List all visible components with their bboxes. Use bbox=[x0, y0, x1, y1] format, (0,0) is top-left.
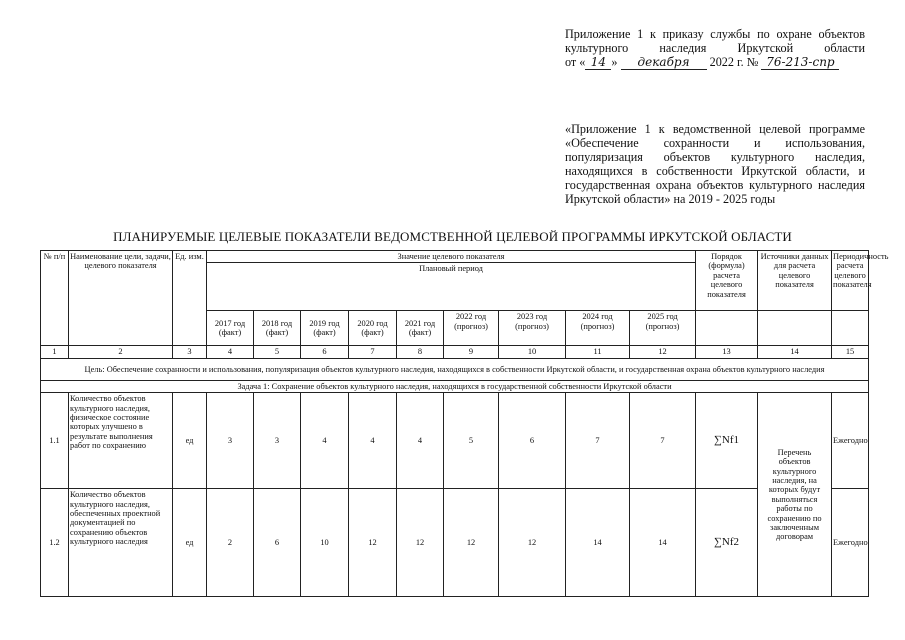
header-period: Плановый период bbox=[207, 263, 696, 311]
header-year: 2019 год (факт) bbox=[301, 311, 349, 346]
goal-row bbox=[41, 358, 869, 380]
col-number: 10 bbox=[499, 346, 566, 358]
date-day-handwritten: 14 bbox=[585, 55, 611, 70]
row-value: 7 bbox=[566, 393, 630, 489]
row-name: Количество объектов культурного наследия, обеспеченных проектной документацией по сохранению объектов культурного наследия bbox=[69, 489, 173, 597]
col-number: 4 bbox=[207, 346, 254, 358]
row-value: 6 bbox=[499, 393, 566, 489]
order-appendix-header bbox=[565, 27, 865, 70]
row-value: 7 bbox=[630, 393, 696, 489]
row-value: 5 bbox=[444, 393, 499, 489]
header-unit: Ед. изм. bbox=[173, 251, 207, 346]
header-year: 2020 год (факт) bbox=[349, 311, 397, 346]
appendix-word: наследия bbox=[659, 41, 707, 55]
row-value: 3 bbox=[254, 393, 301, 489]
header-year: 2018 год (факт) bbox=[254, 311, 301, 346]
row-value: 3 bbox=[207, 393, 254, 489]
task-row bbox=[41, 380, 869, 392]
row-value: 2 bbox=[207, 489, 254, 597]
table-row bbox=[41, 393, 869, 489]
appendix-date-line bbox=[565, 55, 865, 70]
header-year: 2025 год (прогноз) bbox=[630, 311, 696, 346]
header-year: 2017 год (факт) bbox=[207, 311, 254, 346]
row-value: 12 bbox=[444, 489, 499, 597]
row-formula: ∑Nf2 bbox=[696, 489, 758, 597]
row-value: 12 bbox=[397, 489, 444, 597]
row-unit: ед bbox=[173, 393, 207, 489]
col-number: 5 bbox=[254, 346, 301, 358]
col-number: 15 bbox=[832, 346, 869, 358]
table-header-row bbox=[41, 251, 869, 263]
header-empty bbox=[696, 311, 758, 346]
date-mid: » bbox=[611, 55, 618, 69]
col-number: 2 bbox=[69, 346, 173, 358]
row-value: 12 bbox=[349, 489, 397, 597]
indicators-table bbox=[40, 250, 889, 597]
row-source: Перечень объектов культурного наследия, на которых будут выполняться работы по сохранению по заключенным договорам bbox=[758, 393, 832, 597]
row-periodicity: Ежегодно bbox=[832, 393, 869, 489]
row-value: 6 bbox=[254, 489, 301, 597]
header-empty bbox=[832, 311, 869, 346]
doc-number-handwritten: 76-213-спр bbox=[761, 55, 839, 70]
program-appendix-text: «Приложение 1 к ведомственной целевой программе «Обеспечение сохранности и использования, популяризация объектов культурного наследия, находящихся в собственности Иркутской области, и государственная охрана объектов культурного наследия Иркутской области» на 2019 - 2025 годы bbox=[565, 122, 865, 206]
header-year: 2022 год (прогноз) bbox=[444, 311, 499, 346]
header-name: Наименование цели, задачи, целевого показателя bbox=[69, 251, 173, 346]
date-prefix: от « bbox=[565, 55, 586, 69]
header-empty bbox=[758, 311, 832, 346]
row-value: 4 bbox=[397, 393, 444, 489]
col-number: 14 bbox=[758, 346, 832, 358]
header-periodicity: Периодичность расчета целевого показателя bbox=[832, 251, 869, 311]
appendix-word: Иркутской bbox=[737, 41, 794, 55]
column-numbers-row bbox=[41, 346, 869, 358]
row-value: 4 bbox=[301, 393, 349, 489]
row-value: 10 bbox=[301, 489, 349, 597]
date-year: 2022 г. № bbox=[709, 55, 759, 69]
appendix-word: культурного bbox=[565, 41, 629, 55]
row-value: 12 bbox=[499, 489, 566, 597]
col-number: 1 bbox=[41, 346, 69, 358]
row-formula: ∑Nf1 bbox=[696, 393, 758, 489]
header-procedure: Порядок (формула) расчета целевого показателя bbox=[696, 251, 758, 311]
header-year: 2021 год (факт) bbox=[397, 311, 444, 346]
row-num: 1.1 bbox=[41, 393, 69, 489]
col-number: 12 bbox=[630, 346, 696, 358]
program-appendix-header bbox=[565, 122, 865, 206]
row-periodicity: Ежегодно bbox=[832, 489, 869, 597]
col-number: 8 bbox=[397, 346, 444, 358]
table-row bbox=[41, 489, 869, 597]
header-num: № п/п bbox=[41, 251, 69, 346]
row-unit: ед bbox=[173, 489, 207, 597]
header-value: Значение целевого показателя bbox=[207, 251, 696, 263]
col-number: 9 bbox=[444, 346, 499, 358]
row-value: 14 bbox=[630, 489, 696, 597]
row-name: Количество объектов культурного наследия, физическое состояние которых улучшено в результате выполнения работ по сохранению bbox=[69, 393, 173, 489]
col-number: 6 bbox=[301, 346, 349, 358]
appendix-line-1: Приложение 1 к приказу службы по охране объектов bbox=[565, 27, 865, 41]
row-num: 1.2 bbox=[41, 489, 69, 597]
col-number: 7 bbox=[349, 346, 397, 358]
header-year: 2024 год (прогноз) bbox=[566, 311, 630, 346]
row-value: 4 bbox=[349, 393, 397, 489]
header-year: 2023 год (прогноз) bbox=[499, 311, 566, 346]
task-text: Задача 1: Сохранение объектов культурного наследия, находящихся в государственной собственности Иркутской области bbox=[41, 380, 869, 392]
col-number: 13 bbox=[696, 346, 758, 358]
row-value: 14 bbox=[566, 489, 630, 597]
col-number: 3 bbox=[173, 346, 207, 358]
goal-text: Цель: Обеспечение сохранности и использования, популяризация объектов культурного наследия, находящихся в собственности Иркутской области, и государственная охрана объектов культурного наследия bbox=[41, 358, 869, 380]
appendix-line-2 bbox=[565, 41, 865, 55]
date-month-handwritten: декабря bbox=[621, 55, 707, 70]
col-number: 11 bbox=[566, 346, 630, 358]
page-title: ПЛАНИРУЕМЫЕ ЦЕЛЕВЫЕ ПОКАЗАТЕЛИ ВЕДОМСТВЕННОЙ ЦЕЛЕВОЙ ПРОГРАММЫ ИРКУТСКОЙ ОБЛАСТИ bbox=[113, 229, 792, 244]
appendix-word: области bbox=[824, 41, 865, 55]
header-sources: Источники данных для расчета целевого показателя bbox=[758, 251, 832, 311]
